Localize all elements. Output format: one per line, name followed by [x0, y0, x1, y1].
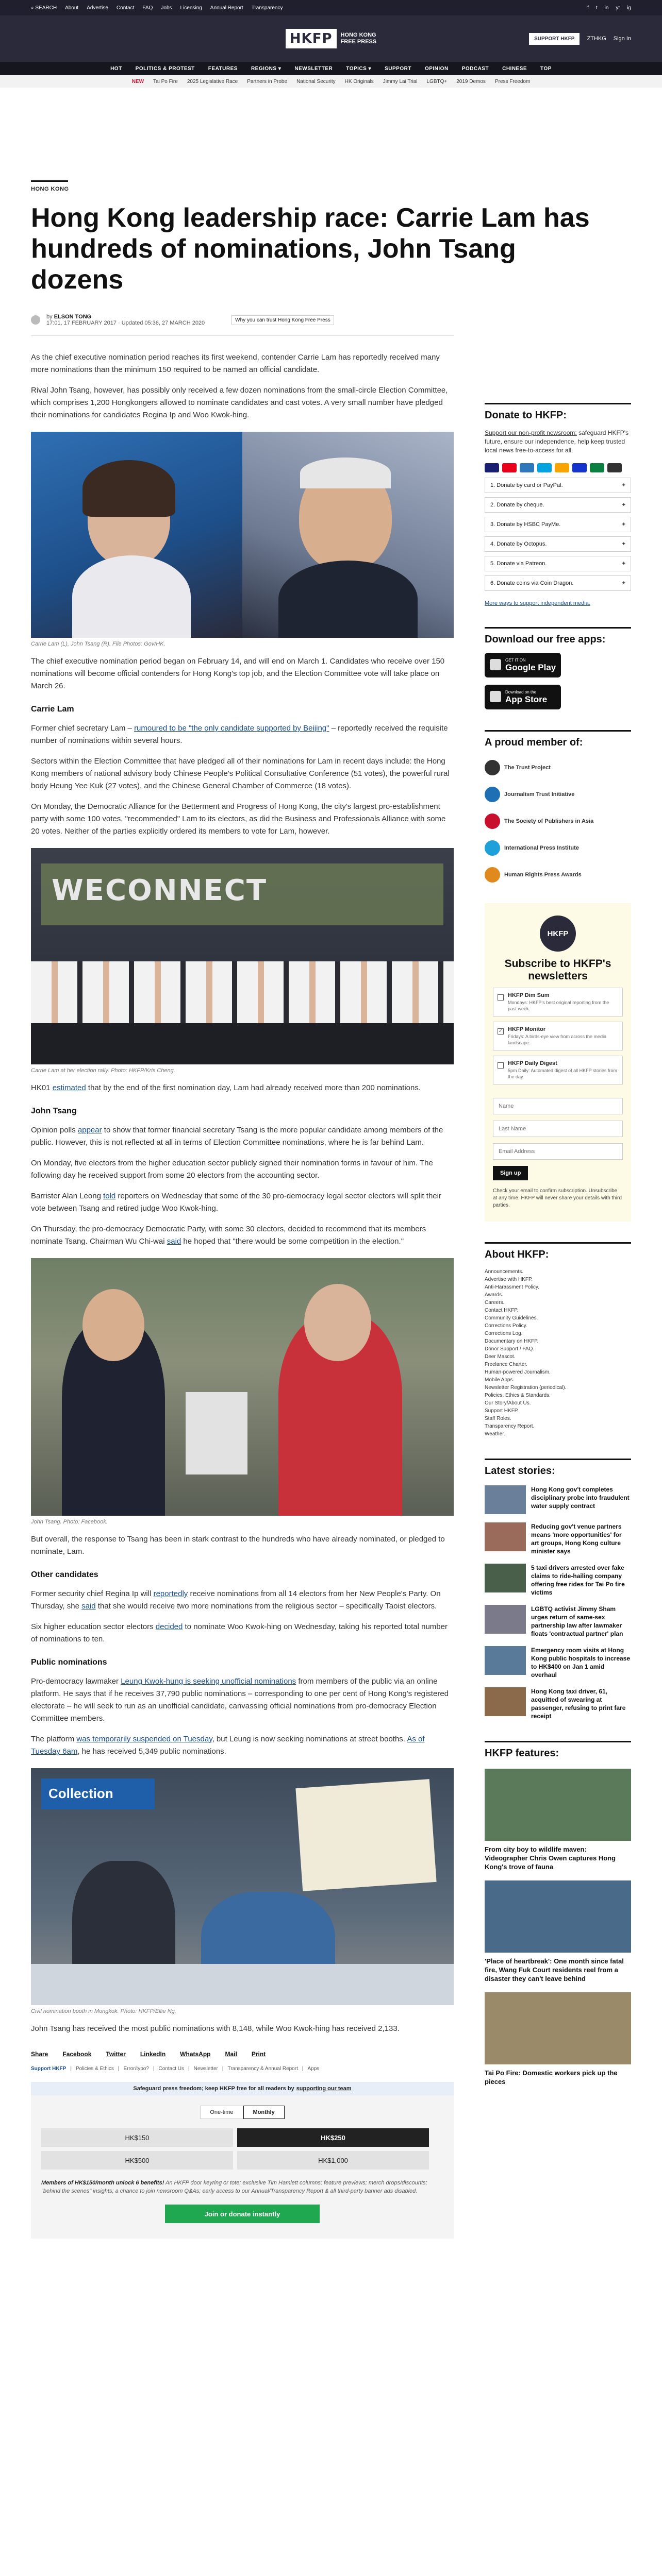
util-link[interactable]: Licensing — [180, 5, 202, 11]
article-category[interactable]: HONG KONG — [31, 186, 69, 192]
nav-item[interactable]: NEWSLETTER — [294, 65, 333, 72]
photo-panel-left — [31, 432, 242, 638]
latest-story[interactable] — [485, 1687, 631, 1720]
site-header — [0, 15, 662, 62]
story-title: 5 taxi drivers arrested over fake claims to ride-hailing company offering free rides for Tai Po fire victims — [531, 1564, 625, 1596]
about-link[interactable]: Advertise with HKFP. — [485, 1277, 533, 1282]
portrait-shoulders — [72, 555, 191, 638]
feature-story[interactable] — [485, 1880, 631, 1983]
google-play-badge[interactable]: GET IT ON Google Play — [485, 653, 561, 677]
inline-link[interactable]: rumoured to be "the only candidate supported by Beijing" — [134, 724, 329, 733]
byline-row — [31, 314, 631, 326]
search-icon: ⌕ — [31, 5, 34, 11]
paragraph: Former chief secretary Lam – rumoured to be "the only candidate supported by Beijing" – reportedly received the requisite number of nominations within several hours. — [31, 724, 448, 745]
share-whatsapp[interactable]: WhatsApp — [180, 2050, 211, 2058]
section-heading: Other candidates — [31, 1570, 98, 1579]
paragraph: The platform was temporarily suspended on Tuesday, but Leung is now seeking nominations at street booths. As of Tuesday 6am, he has received 5,349 public nominations. — [31, 1735, 425, 1756]
story-thumbnail — [485, 1605, 526, 1634]
expand-icon: + — [622, 502, 625, 508]
donate-option-payme[interactable]: 3. Donate by HSBC PayMe. + — [485, 517, 631, 532]
nav-item[interactable]: PODCAST — [461, 65, 489, 72]
portrait-shoulders — [278, 561, 418, 638]
spacer — [493, 1084, 623, 1092]
trending-item[interactable]: Press Freedom — [494, 78, 531, 84]
nav-item[interactable]: HOT — [110, 65, 122, 72]
donate-option-coin-dragon[interactable]: 6. Donate coins via Coin Dragon. + — [485, 575, 631, 591]
footer-link[interactable]: Apps — [307, 2066, 320, 2072]
trust-project-logo[interactable]: The Trust Project — [485, 760, 631, 775]
about-link[interactable]: Careers. — [485, 1300, 505, 1306]
latest-story[interactable] — [485, 1646, 631, 1679]
share-facebook[interactable]: Facebook — [62, 2050, 92, 2058]
more-ways-link[interactable]: More ways to support independent media. — [485, 600, 590, 606]
non-profit-link[interactable]: Support our non-profit newsroom: — [485, 429, 577, 436]
byline: by ELSON TONG 17:01, 17 FEBRUARY 2017 · Updated 05:36, 27 MARCH 2020 — [46, 314, 205, 326]
util-link[interactable]: Annual Report — [210, 5, 243, 11]
photo-nomination-booth[interactable] — [31, 1768, 454, 2005]
about-link[interactable]: Staff Roles. — [485, 1416, 511, 1421]
logo-icon — [485, 814, 500, 829]
donate-options — [485, 478, 631, 591]
trending-item[interactable]: Jimmy Lai Trial — [383, 78, 418, 84]
utility-bar — [0, 0, 662, 15]
footer-link[interactable]: Error/typo? — [123, 2066, 149, 2072]
member-title: A proud member of: — [485, 730, 631, 749]
story-thumbnail — [485, 1564, 526, 1592]
paragraph: Six higher education sector electors decided to nominate Woo Kwok-hing on Wednesday, taking his reported total number of nominations to ten. — [31, 1622, 448, 1643]
last-name-field[interactable] — [493, 1121, 623, 1137]
author-avatar — [31, 315, 40, 325]
portrait-hair — [300, 457, 391, 488]
paragraph: Former security chief Regina Ip will reportedly receive nominations from all 14 electors from her New People's Party. On Thursday, she said that she would receive two more nominations from the religious sector – specifically Taoist electors. — [31, 1589, 441, 1611]
util-link[interactable]: FAQ — [142, 5, 153, 11]
trending-item[interactable]: HK Originals — [344, 78, 374, 84]
feature-title: From city boy to wildlife maven: Videographer Chris Owen captures Hong Kong's trove of fauna — [485, 1845, 616, 1871]
search-link[interactable]: ⌕ SEARCH — [31, 5, 57, 11]
article-body — [31, 336, 454, 2239]
util-link[interactable]: Advertise — [87, 5, 108, 11]
expand-icon: + — [622, 521, 625, 528]
sign-in-link[interactable]: Sign In — [613, 36, 632, 42]
expand-icon: + — [622, 482, 625, 488]
person-head — [304, 1284, 371, 1361]
twitter-icon[interactable]: t — [595, 5, 598, 11]
payment-card-icon — [502, 463, 517, 472]
author-link[interactable]: ELSON TONG — [54, 314, 92, 320]
about-link[interactable]: Awards. — [485, 1292, 503, 1298]
nav-item[interactable]: SUPPORT — [385, 65, 411, 72]
checkbox[interactable] — [498, 1062, 504, 1069]
sign-up-button[interactable]: Sign up — [493, 1166, 528, 1180]
toggle-one-time[interactable]: One-time — [200, 2106, 243, 2119]
portrait-hair — [82, 460, 175, 517]
amount-option[interactable]: HK$1,000 — [237, 2151, 429, 2170]
paragraph: But overall, the response to Tsang has been in stark contrast to the hundreds who have already nominated, or pledged to nominate, Lam. — [31, 1535, 445, 1556]
trending-item[interactable]: Tai Po Fire — [153, 78, 178, 84]
inline-link[interactable]: reportedly — [153, 1589, 188, 1598]
latest-story[interactable] — [485, 1485, 631, 1514]
phone-shape — [186, 1392, 247, 1475]
sidebar-spacer — [485, 336, 631, 403]
new-badge: NEW — [131, 78, 144, 84]
share-linkedin[interactable]: LinkedIn — [140, 2050, 166, 2058]
photo-lam-tsang[interactable] — [31, 432, 454, 638]
amount-option-selected[interactable]: HK$250 — [237, 2128, 429, 2147]
nav-item[interactable]: FEATURES — [208, 65, 238, 72]
youtube-icon[interactable]: yt — [616, 5, 620, 11]
amount-option[interactable]: HK$500 — [41, 2151, 233, 2170]
photo-caption: Civil nomination booth in Mongkok. Photo: HKFP/Ellie Ng. — [31, 2008, 176, 2014]
nav-item[interactable]: POLITICS & PROTEST — [135, 65, 195, 72]
newsletter-note: Check your email to confirm subscription. Unsubscribe at any time. HKFP will never share your details with third parties. — [493, 1188, 622, 1208]
category-rule — [31, 180, 68, 182]
payment-card-icon — [520, 463, 534, 472]
paragraph: Pro-democracy lawmaker Leung Kwok-hung is seeking unofficial nominations from members of the public via an online platform. He says that if he receives 37,790 public nominations – corresponding to one per cent of Hong Kong's registered electorate – he will seek to run as an unofficial candidate, canvassing official nominations from pro-democracy Election Committee members. — [31, 1677, 449, 1723]
about-link[interactable]: Our Story/About Us. — [485, 1400, 531, 1406]
paragraph: On Monday, five electors from the higher education sector publicly signed their nomination forms in favour of him. The following day he received support from some 20 electors from the accounting sector. — [31, 1159, 433, 1180]
payment-card-icon — [572, 463, 587, 472]
inline-link[interactable]: said — [81, 1602, 96, 1611]
paragraph: HK01 estimated that by the end of the first nomination day, Lam had already received more than 200 nominations. — [31, 1083, 421, 1092]
photo-panel-right — [242, 432, 454, 638]
payment-card-icon — [607, 463, 622, 472]
about-link[interactable]: Corrections Policy. — [485, 1323, 527, 1329]
inline-link[interactable]: estimated — [52, 1083, 86, 1092]
frequency-toggle — [41, 2106, 443, 2119]
linkedin-icon[interactable]: in — [604, 5, 609, 11]
expand-icon: + — [622, 541, 625, 547]
support-team-link[interactable]: supporting our team — [296, 2086, 352, 2092]
paragraph: John Tsang has received the most public nominations with 8,148, while Woo Kwok-hing has received 2,133. — [31, 2024, 400, 2033]
nav-item[interactable]: TOP — [540, 65, 552, 72]
logo-icon — [485, 760, 500, 775]
story-thumbnail — [485, 1646, 526, 1675]
booth-sign-text: Collection — [48, 1786, 113, 1801]
share-print[interactable]: Print — [251, 2050, 266, 2058]
payment-methods — [485, 463, 631, 472]
footer-link[interactable]: Contact Us — [158, 2066, 185, 2072]
latest-title: Latest stories: — [485, 1459, 631, 1477]
footer-link[interactable]: Newsletter — [193, 2066, 218, 2072]
util-link[interactable]: About — [65, 5, 79, 11]
inline-link[interactable]: said — [167, 1237, 181, 1246]
story-thumbnail — [485, 1522, 526, 1551]
about-title: About HKFP: — [485, 1242, 631, 1261]
inline-link[interactable]: As of Tuesday 6am — [31, 1735, 425, 1756]
util-link[interactable]: Jobs — [161, 5, 172, 11]
inline-link[interactable]: told — [103, 1192, 116, 1200]
latest-story[interactable] — [485, 1522, 631, 1555]
email-field[interactable] — [493, 1143, 623, 1160]
instagram-icon[interactable]: ig — [627, 5, 631, 11]
sidebar — [485, 336, 631, 2239]
why-trust-button[interactable]: Why you can trust Hong Kong Free Press — [231, 315, 334, 325]
about-link[interactable]: Support HKFP. — [485, 1408, 519, 1414]
share-twitter[interactable]: Twitter — [106, 2050, 126, 2058]
story-title: Reducing gov't venue partners means 'more opportunities' for art groups, Hong Kong culture minister says — [531, 1523, 622, 1555]
apple-icon — [490, 691, 501, 702]
about-link[interactable]: Weather. — [485, 1431, 505, 1437]
about-link[interactable]: Anti-Harassment Policy. — [485, 1284, 539, 1290]
about-link[interactable]: Freelance Charter. — [485, 1362, 527, 1367]
feature-image — [485, 1880, 631, 1953]
about-links — [485, 1268, 631, 1438]
inline-link[interactable]: decided — [155, 1622, 183, 1631]
footer-link[interactable]: Transparency & Annual Report — [227, 2066, 298, 2072]
nav-item[interactable]: CHINESE — [502, 65, 527, 72]
trending-item[interactable]: Partners in Probe — [247, 78, 288, 84]
trending-item[interactable]: National Security — [296, 78, 336, 84]
jti-logo[interactable]: Journalism Trust Initiative — [485, 787, 631, 802]
newsletter-signup — [485, 903, 631, 1222]
trending-item[interactable]: 2025 Legislative Race — [187, 78, 238, 84]
about-link[interactable]: Documentary on HKFP. — [485, 1338, 539, 1344]
feature-title: 'Place of heartbreak': One month since fatal fire, Wang Fuk Court residents reel from a disaster they can't leave behind — [485, 1957, 624, 1982]
share-label: Share — [31, 2050, 48, 2058]
payment-card-icon — [485, 463, 499, 472]
facebook-icon[interactable]: f — [587, 5, 589, 11]
member-benefits: Members of HK$150/month unlock 6 benefits! An HKFP door keyring or tote; exclusive Tim Hamlett columns; feature previews; merch drops/discounts; "behind the scenes" insights; a chance to join newsroom Q&As; early access to our Annual/Transparency Report & all third-party banner ads disabled. — [41, 2180, 427, 2194]
nav-item[interactable]: TOPICS ▾ — [346, 65, 372, 72]
feature-stories — [485, 1769, 631, 2086]
ipi-logo[interactable]: International Press Institute — [485, 840, 631, 856]
paragraph: Barrister Alan Leong told reporters on Wednesday that some of the 30 pro-democracy legal sector electors will split their vote between Tsang and retired judge Woo Kwok-hing. — [31, 1192, 441, 1213]
app-store-badge[interactable]: Download on the App Store — [485, 685, 561, 709]
trending-item[interactable]: 2019 Demos — [456, 78, 486, 84]
story-title: Hong Kong taxi driver, 61, acquitted of swearing at passenger, refusing to print fare receipt — [531, 1688, 626, 1720]
donate-widget — [31, 2095, 454, 2239]
section-heading: Public nominations — [31, 1658, 107, 1667]
logo-icon — [485, 840, 500, 856]
inline-link[interactable]: appear — [77, 1126, 102, 1134]
inline-link[interactable]: was temporarily suspended on Tuesday — [76, 1735, 212, 1743]
story-thumbnail — [485, 1687, 526, 1716]
photo-caption: John Tsang. Photo: Facebook. — [31, 1519, 108, 1525]
photo-caption: Carrie Lam at her election rally. Photo: HKFP/Kris Cheng. — [31, 1067, 175, 1074]
about-link[interactable]: Donor Support / FAQ. — [485, 1346, 535, 1352]
nav-item[interactable]: OPINION — [424, 65, 449, 72]
member-logos — [485, 760, 631, 883]
donate-option-patreon[interactable]: 5. Donate via Patreon. + — [485, 556, 631, 571]
main-nav — [0, 62, 662, 75]
expand-icon: + — [622, 580, 625, 586]
nav-item[interactable]: REGIONS ▾ — [251, 65, 282, 72]
booth-table — [31, 1964, 454, 2005]
latest-stories — [485, 1485, 631, 1720]
paragraph: The chief executive nomination period began on February 14, and will end on March 1. Candidates who receive over 150 nominations will become official contenders for Hong Kong's top job, and the Election Committee vote will take place on March 26. — [31, 657, 445, 690]
photo-lam-rally[interactable] — [31, 848, 454, 1064]
feature-story[interactable] — [485, 1992, 631, 2086]
checkbox[interactable]: ✓ — [498, 1028, 503, 1034]
payment-card-icon — [590, 463, 604, 472]
article-headline: Hong Kong leadership race: Carrie Lam has hundreds of nominations, John Tsang dozens — [31, 203, 590, 295]
amount-options — [41, 2128, 443, 2170]
page-content — [31, 180, 631, 2239]
feature-image — [485, 1769, 631, 1841]
share-bar — [31, 2050, 454, 2058]
about-link[interactable]: Mobile Apps. — [485, 1377, 515, 1383]
about-link[interactable]: Transparency Report. — [485, 1423, 535, 1429]
person-head — [82, 1289, 144, 1361]
donate-option-cheque[interactable]: 2. Donate by cheque. + — [485, 497, 631, 513]
play-icon — [490, 659, 501, 670]
language-switch[interactable]: ZTHKG — [587, 36, 606, 42]
section-heading: Carrie Lam — [31, 705, 74, 714]
paragraph: On Thursday, the pro-democracy Democratic Party, with some 30 electors, decided to recommend that its members nominate Tsang. Chairman Wu Chi-wai said he hoped that "there would be some competition in the election." — [31, 1225, 426, 1246]
newsletter-option-dim-sum[interactable]: HKFP Dim Sum Mondays: HKFP's best original reporting from the past week. — [493, 988, 623, 1016]
feature-story[interactable] — [485, 1769, 631, 1871]
donate-title: Donate to HKFP: — [485, 403, 631, 421]
logo-icon — [485, 867, 500, 883]
feature-title: Tai Po Fire: Domestic workers pick up the pieces — [485, 2069, 618, 2086]
sopa-logo[interactable]: The Society of Publishers in Asia — [485, 814, 631, 829]
about-link[interactable]: Announcements. — [485, 1269, 524, 1275]
share-mail[interactable]: Mail — [225, 2050, 237, 2058]
newsletter-logo: HKFP — [540, 916, 576, 952]
newsletter-option-daily-digest[interactable]: HKFP Daily Digest 5pm Daily: Automated digest of all HKFP stories from the day. — [493, 1056, 623, 1084]
about-link[interactable]: Newsletter Registration (periodical). — [485, 1385, 567, 1391]
about-link[interactable]: Deer Mascot. — [485, 1354, 516, 1360]
support-hkfp-button[interactable]: SUPPORT HKFP — [529, 33, 580, 45]
donate-intro: Support our non-profit newsroom: safeguard HKFP's future, ensure our independence, help keep trusted local news free-to-access for all. — [485, 429, 629, 454]
donate-button[interactable]: Join or donate instantly — [165, 2205, 320, 2223]
checkbox[interactable] — [498, 994, 504, 1001]
paragraph: Opinion polls appear to show that former financial secretary Tsang is the more popular candidate among members of the public. However, this is not reflected at all in terms of Election Committee nominations, where he is far behind Lam. — [31, 1126, 443, 1147]
logo-text: HONG KONG FREE PRESS — [340, 32, 377, 45]
rally-banner-text: WECONNECT — [52, 874, 268, 907]
util-link[interactable]: Transparency — [251, 5, 283, 11]
paragraph: On Monday, the Democratic Alliance for the Betterment and Progress of Hong Kong, the city's largest pro-establishment party with some 100 votes, "recommended" Lam to its electors, as did the Business and Professionals Alliance with some 20 votes. Neither of the parties explicitly ordered its members to vote for Lam, however. — [31, 802, 446, 836]
content-columns — [31, 336, 631, 2239]
rally-stage — [31, 1023, 454, 1064]
story-title: Emergency room visits at Hong Kong public hospitals to increase to HK$400 on Jan 1 amid overhaul — [531, 1647, 631, 1679]
paragraph: As the chief executive nomination period reaches its first weekend, contender Carrie Lam has reportedly received many more nominations than the minimum 150 required to be named an official candidate. — [31, 353, 440, 374]
feature-image — [485, 1992, 631, 2064]
logo-icon — [485, 787, 500, 802]
story-thumbnail — [485, 1485, 526, 1514]
toggle-monthly[interactable]: Monthly — [243, 2106, 285, 2119]
paragraph: Sectors within the Election Committee that have pledged all of their nominations for Lam in recent days include: the Hong Kong members of national advisory body Chinese People's Political Consultative Conference (51 votes), the powerful rural body Heung Yee Kuk (27 votes), and the Chinese General Chamber of Commerce (18 votes). — [31, 757, 450, 790]
about-link[interactable]: Community Guidelines. — [485, 1315, 538, 1321]
story-title: Hong Kong gov't completes disciplinary probe into fraudulent water supply contract — [531, 1486, 630, 1510]
footer-link[interactable]: Policies & Ethics — [75, 2066, 114, 2072]
donate-banner: Safeguard press freedom; keep HKFP free for all readers by supporting our team — [31, 2082, 454, 2095]
latest-story[interactable] — [485, 1564, 631, 1597]
payment-card-icon — [555, 463, 569, 472]
inline-link[interactable]: Leung Kwok-hung is seeking unofficial nominations — [121, 1677, 296, 1686]
about-link[interactable]: Policies, Ethics & Standards. — [485, 1393, 551, 1398]
support-hkfp-link[interactable]: Support HKFP — [31, 2066, 67, 2072]
about-link[interactable]: Human-powered Journalism. — [485, 1369, 551, 1375]
apps-title: Download our free apps: — [485, 627, 631, 646]
donate-option-octopus[interactable]: 4. Donate by Octopus. + — [485, 536, 631, 552]
story-title: LGBTQ activist Jimmy Sham urges return of same-sex partnership law after lawmaker floats 'contractual partner' plan — [531, 1605, 623, 1637]
photo-tsang[interactable] — [31, 1258, 454, 1516]
util-link[interactable]: Contact — [116, 5, 135, 11]
article-footer-links: Support HKFP | Policies & Ethics | Error/typo? | Contact Us | Newsletter | Transparency & Annual Report | Apps — [31, 2066, 320, 2072]
about-link[interactable]: Contact HKFP. — [485, 1308, 519, 1313]
paragraph: Rival John Tsang, however, has possibly only received a few dozen nominations from the small-circle Election Committee, which comprises 1,200 Hongkongers allowed to nominate candidates and cast votes. A very small number have pledged their nominations for candidates Regina Ip and Woo Kwok-hing. — [31, 386, 448, 419]
latest-story[interactable] — [485, 1605, 631, 1638]
expand-icon: + — [622, 561, 625, 567]
article-date: 17:01, 17 FEBRUARY 2017 · Updated 05:36, 27 MARCH 2020 — [46, 320, 205, 326]
trending-item[interactable]: LGBTQ+ — [426, 78, 448, 84]
payment-card-icon — [537, 463, 552, 472]
amount-option[interactable]: HK$150 — [41, 2128, 233, 2147]
about-link[interactable]: Corrections Log. — [485, 1331, 523, 1336]
donate-option-card[interactable]: 1. Donate by card or PayPal. + — [485, 478, 631, 493]
hrpa-logo[interactable]: Human Rights Press Awards — [485, 867, 631, 883]
photo-caption: Carrie Lam (L), John Tsang (R). File Photos: Gov/HK. — [31, 641, 166, 647]
newsletter-title: Subscribe to HKFP's newsletters — [504, 958, 611, 982]
site-logo[interactable] — [286, 29, 376, 48]
trending-nav — [0, 75, 662, 88]
features-title: HKFP features: — [485, 1741, 631, 1759]
logo-mark: HKFP — [286, 29, 337, 48]
section-heading: John Tsang — [31, 1107, 77, 1115]
first-name-field[interactable] — [493, 1098, 623, 1114]
placard — [295, 1779, 436, 1891]
newsletter-option-monitor[interactable]: ✓ HKFP Monitor Fridays: A birds-eye view from across the media landscape. — [493, 1022, 623, 1050]
